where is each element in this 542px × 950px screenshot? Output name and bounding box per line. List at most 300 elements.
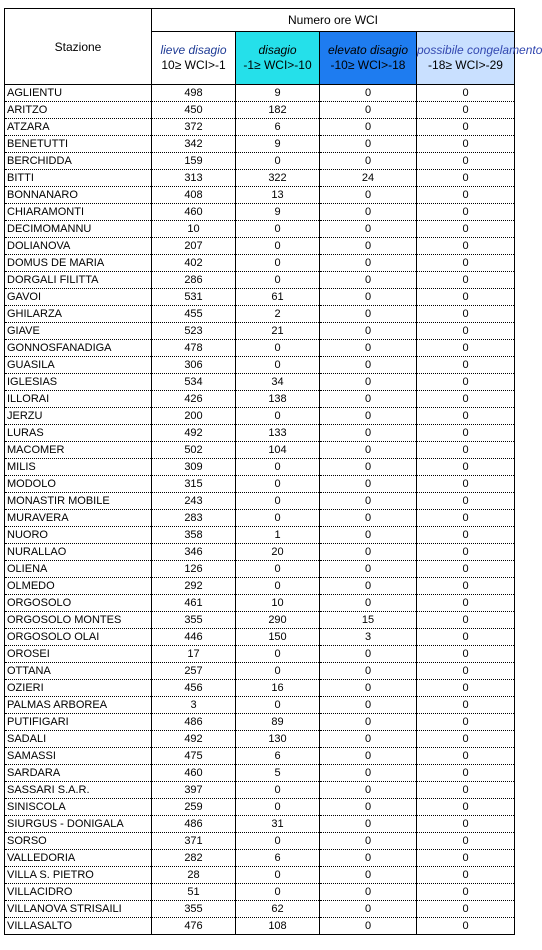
elevato-disagio-hours-cell: 0 <box>320 714 417 731</box>
table-row <box>5 357 515 374</box>
disagio-hours-cell: 0 <box>236 510 320 527</box>
wci-hours-table <box>4 8 542 935</box>
elevato-disagio-hours-cell: 0 <box>320 493 417 510</box>
possibile-congelamento-hours-cell: 0 <box>417 476 515 493</box>
elevato-disagio-hours-cell: 0 <box>320 459 417 476</box>
disagio-hours-cell: 0 <box>236 884 320 901</box>
table-row <box>5 85 515 102</box>
elevato-disagio-hours-cell: 0 <box>320 306 417 323</box>
table-row <box>5 476 515 493</box>
elevato-disagio-hours-cell: 0 <box>320 340 417 357</box>
elevato-disagio-hours-cell: 0 <box>320 153 417 170</box>
table-row <box>5 697 515 714</box>
lieve-disagio-hours-cell: 402 <box>152 255 236 272</box>
station-name-cell: BERCHIDDA <box>5 153 152 170</box>
elevato-disagio-hours-cell: 0 <box>320 799 417 816</box>
table-body <box>5 85 515 935</box>
disagio-hours-cell: 21 <box>236 323 320 340</box>
disagio-hours-cell: 130 <box>236 731 320 748</box>
station-name-cell: DORGALI FILITTA <box>5 272 152 289</box>
disagio-hours-cell: 0 <box>236 238 320 255</box>
lieve-disagio-hours-cell: 460 <box>152 765 236 782</box>
category-name: elevato disagio <box>327 43 409 57</box>
station-name-cell: PUTIFIGARI <box>5 714 152 731</box>
table-row <box>5 425 515 442</box>
lieve-disagio-hours-cell: 51 <box>152 884 236 901</box>
possibile-congelamento-hours-cell: 0 <box>417 799 515 816</box>
table-row <box>5 663 515 680</box>
elevato-disagio-hours-cell: 0 <box>320 561 417 578</box>
possibile-congelamento-hours-cell: 0 <box>417 629 515 646</box>
lieve-disagio-hours-cell: 358 <box>152 527 236 544</box>
table-row <box>5 340 515 357</box>
table-row <box>5 799 515 816</box>
station-name-cell: ORGOSOLO OLAI <box>5 629 152 646</box>
elevato-disagio-hours-cell: 0 <box>320 289 417 306</box>
station-name-cell: ILLORAI <box>5 391 152 408</box>
station-name-cell: BITTI <box>5 170 152 187</box>
table-row <box>5 714 515 731</box>
possibile-congelamento-hours-cell: 0 <box>417 748 515 765</box>
lieve-disagio-hours-cell: 460 <box>152 204 236 221</box>
elevato-disagio-hours-cell: 0 <box>320 255 417 272</box>
station-name-cell: SADALI <box>5 731 152 748</box>
elevato-disagio-hours-cell: 0 <box>320 884 417 901</box>
lieve-disagio-hours-cell: 10 <box>152 221 236 238</box>
elevato-disagio-hours-cell: 0 <box>320 833 417 850</box>
possibile-congelamento-hours-cell: 0 <box>417 204 515 221</box>
station-name-cell: GUASILA <box>5 357 152 374</box>
table-row <box>5 561 515 578</box>
lieve-disagio-hours-cell: 309 <box>152 459 236 476</box>
elevato-disagio-hours-cell: 0 <box>320 731 417 748</box>
table-row <box>5 119 515 136</box>
station-name-cell: ORGOSOLO MONTES <box>5 612 152 629</box>
table-row <box>5 612 515 629</box>
table-row <box>5 901 515 918</box>
lieve-disagio-hours-cell: 450 <box>152 102 236 119</box>
table-row <box>5 884 515 901</box>
station-name-cell: ORGOSOLO <box>5 595 152 612</box>
possibile-congelamento-hours-cell: 0 <box>417 323 515 340</box>
station-name-cell: DOMUS DE MARIA <box>5 255 152 272</box>
station-name-cell: VALLEDORIA <box>5 850 152 867</box>
lieve-disagio-hours-cell: 342 <box>152 136 236 153</box>
elevato-disagio-hours-cell: 0 <box>320 663 417 680</box>
lieve-disagio-hours-cell: 523 <box>152 323 236 340</box>
elevato-disagio-hours-cell: 0 <box>320 850 417 867</box>
possibile-congelamento-hours-cell: 0 <box>417 816 515 833</box>
disagio-hours-cell: 6 <box>236 748 320 765</box>
possibile-congelamento-hours-cell: 0 <box>417 221 515 238</box>
disagio-hours-cell: 104 <box>236 442 320 459</box>
elevato-disagio-hours-cell: 0 <box>320 816 417 833</box>
elevato-disagio-hours-cell: 0 <box>320 646 417 663</box>
possibile-congelamento-hours-cell: 0 <box>417 442 515 459</box>
disagio-hours-cell: 6 <box>236 850 320 867</box>
possibile-congelamento-hours-cell: 0 <box>417 731 515 748</box>
possibile-congelamento-hours-cell: 0 <box>417 918 515 935</box>
disagio-hours-cell: 16 <box>236 680 320 697</box>
disagio-hours-cell: 182 <box>236 102 320 119</box>
disagio-hours-cell: 10 <box>236 595 320 612</box>
disagio-hours-cell: 13 <box>236 187 320 204</box>
disagio-hours-cell: 290 <box>236 612 320 629</box>
lieve-disagio-hours-cell: 313 <box>152 170 236 187</box>
disagio-hours-cell: 0 <box>236 476 320 493</box>
disagio-hours-cell: 322 <box>236 170 320 187</box>
table-row <box>5 833 515 850</box>
possibile-congelamento-hours-cell: 0 <box>417 714 515 731</box>
table-row <box>5 255 515 272</box>
table-row <box>5 221 515 238</box>
table-row <box>5 867 515 884</box>
elevato-disagio-hours-cell: 0 <box>320 391 417 408</box>
lieve-disagio-hours-cell: 28 <box>152 867 236 884</box>
table-row <box>5 238 515 255</box>
table-row <box>5 323 515 340</box>
possibile-congelamento-hours-cell: 0 <box>417 340 515 357</box>
lieve-disagio-hours-cell: 372 <box>152 119 236 136</box>
possibile-congelamento-hours-cell: 0 <box>417 238 515 255</box>
station-name-cell: GHILARZA <box>5 306 152 323</box>
elevato-disagio-hours-cell: 0 <box>320 204 417 221</box>
category-header-possibile-congelamento <box>417 32 542 85</box>
disagio-hours-cell: 9 <box>236 85 320 102</box>
lieve-disagio-hours-cell: 492 <box>152 731 236 748</box>
disagio-hours-cell: 34 <box>236 374 320 391</box>
elevato-disagio-hours-cell: 24 <box>320 170 417 187</box>
lieve-disagio-hours-cell: 492 <box>152 425 236 442</box>
possibile-congelamento-hours-cell: 0 <box>417 782 515 799</box>
disagio-hours-cell: 0 <box>236 272 320 289</box>
disagio-hours-cell: 0 <box>236 493 320 510</box>
elevato-disagio-hours-cell: 0 <box>320 85 417 102</box>
lieve-disagio-hours-cell: 17 <box>152 646 236 663</box>
lieve-disagio-hours-cell: 306 <box>152 357 236 374</box>
disagio-hours-cell: 20 <box>236 544 320 561</box>
possibile-congelamento-hours-cell: 0 <box>417 85 515 102</box>
table-row <box>5 272 515 289</box>
category-name: disagio <box>258 43 297 57</box>
possibile-congelamento-hours-cell: 0 <box>417 663 515 680</box>
wci-hours-group-header: Numero ore WCI <box>152 9 515 32</box>
table-row <box>5 374 515 391</box>
elevato-disagio-hours-cell: 0 <box>320 272 417 289</box>
lieve-disagio-hours-cell: 355 <box>152 612 236 629</box>
elevato-disagio-hours-cell: 0 <box>320 901 417 918</box>
table-row <box>5 187 515 204</box>
station-name-cell: OTTANA <box>5 663 152 680</box>
station-name-cell: SARDARA <box>5 765 152 782</box>
possibile-congelamento-hours-cell: 0 <box>417 391 515 408</box>
station-name-cell: SORSO <box>5 833 152 850</box>
station-name-cell: VILLANOVA STRISAILI <box>5 901 152 918</box>
disagio-hours-cell: 133 <box>236 425 320 442</box>
possibile-congelamento-hours-cell: 0 <box>417 646 515 663</box>
lieve-disagio-hours-cell: 159 <box>152 153 236 170</box>
possibile-congelamento-hours-cell: 0 <box>417 884 515 901</box>
possibile-congelamento-hours-cell: 0 <box>417 306 515 323</box>
elevato-disagio-hours-cell: 0 <box>320 425 417 442</box>
disagio-hours-cell: 31 <box>236 816 320 833</box>
elevato-disagio-hours-cell: 0 <box>320 867 417 884</box>
disagio-hours-cell: 5 <box>236 765 320 782</box>
possibile-congelamento-hours-cell: 0 <box>417 272 515 289</box>
category-header-elevato-disagio <box>320 32 417 85</box>
table-row <box>5 646 515 663</box>
category-header-disagio <box>236 32 320 85</box>
station-name-cell: CHIARAMONTI <box>5 204 152 221</box>
table-row <box>5 527 515 544</box>
table-row <box>5 102 515 119</box>
possibile-congelamento-hours-cell: 0 <box>417 170 515 187</box>
lieve-disagio-hours-cell: 282 <box>152 850 236 867</box>
disagio-hours-cell: 0 <box>236 799 320 816</box>
possibile-congelamento-hours-cell: 0 <box>417 612 515 629</box>
disagio-hours-cell: 0 <box>236 782 320 799</box>
lieve-disagio-hours-cell: 475 <box>152 748 236 765</box>
lieve-disagio-hours-cell: 243 <box>152 493 236 510</box>
table-row <box>5 442 515 459</box>
disagio-hours-cell: 2 <box>236 306 320 323</box>
station-name-cell: ATZARA <box>5 119 152 136</box>
lieve-disagio-hours-cell: 207 <box>152 238 236 255</box>
elevato-disagio-hours-cell: 3 <box>320 629 417 646</box>
disagio-hours-cell: 0 <box>236 833 320 850</box>
station-name-cell: MACOMER <box>5 442 152 459</box>
table-row <box>5 629 515 646</box>
station-name-cell: SASSARI S.A.R. <box>5 782 152 799</box>
disagio-hours-cell: 0 <box>236 663 320 680</box>
possibile-congelamento-hours-cell: 0 <box>417 374 515 391</box>
lieve-disagio-hours-cell: 486 <box>152 714 236 731</box>
possibile-congelamento-hours-cell: 0 <box>417 697 515 714</box>
elevato-disagio-hours-cell: 0 <box>320 680 417 697</box>
elevato-disagio-hours-cell: 0 <box>320 765 417 782</box>
possibile-congelamento-hours-cell: 0 <box>417 493 515 510</box>
lieve-disagio-hours-cell: 498 <box>152 85 236 102</box>
elevato-disagio-hours-cell: 0 <box>320 595 417 612</box>
possibile-congelamento-hours-cell: 0 <box>417 153 515 170</box>
lieve-disagio-hours-cell: 200 <box>152 408 236 425</box>
lieve-disagio-hours-cell: 408 <box>152 187 236 204</box>
lieve-disagio-hours-cell: 259 <box>152 799 236 816</box>
station-name-cell: IGLESIAS <box>5 374 152 391</box>
table-row <box>5 459 515 476</box>
lieve-disagio-hours-cell: 371 <box>152 833 236 850</box>
elevato-disagio-hours-cell: 0 <box>320 357 417 374</box>
table-row <box>5 782 515 799</box>
possibile-congelamento-hours-cell: 0 <box>417 901 515 918</box>
station-name-cell: OLIENA <box>5 561 152 578</box>
table-row <box>5 391 515 408</box>
elevato-disagio-hours-cell: 0 <box>320 323 417 340</box>
table-row <box>5 816 515 833</box>
elevato-disagio-hours-cell: 0 <box>320 442 417 459</box>
category-range: -10≥ WCI>-18 <box>330 58 406 72</box>
lieve-disagio-hours-cell: 478 <box>152 340 236 357</box>
lieve-disagio-hours-cell: 502 <box>152 442 236 459</box>
station-name-cell: BENETUTTI <box>5 136 152 153</box>
possibile-congelamento-hours-cell: 0 <box>417 867 515 884</box>
possibile-congelamento-hours-cell: 0 <box>417 459 515 476</box>
elevato-disagio-hours-cell: 0 <box>320 918 417 935</box>
station-name-cell: JERZU <box>5 408 152 425</box>
possibile-congelamento-hours-cell: 0 <box>417 357 515 374</box>
lieve-disagio-hours-cell: 455 <box>152 306 236 323</box>
disagio-hours-cell: 0 <box>236 578 320 595</box>
lieve-disagio-hours-cell: 486 <box>152 816 236 833</box>
disagio-hours-cell: 89 <box>236 714 320 731</box>
possibile-congelamento-hours-cell: 0 <box>417 187 515 204</box>
possibile-congelamento-hours-cell: 0 <box>417 850 515 867</box>
lieve-disagio-hours-cell: 446 <box>152 629 236 646</box>
station-name-cell: GAVOI <box>5 289 152 306</box>
table-row <box>5 544 515 561</box>
possibile-congelamento-hours-cell: 0 <box>417 527 515 544</box>
possibile-congelamento-hours-cell: 0 <box>417 578 515 595</box>
station-column-header: Stazione <box>5 9 152 85</box>
station-name-cell: VILLACIDRO <box>5 884 152 901</box>
disagio-hours-cell: 0 <box>236 459 320 476</box>
disagio-hours-cell: 0 <box>236 697 320 714</box>
station-name-cell: MILIS <box>5 459 152 476</box>
table-row <box>5 850 515 867</box>
table-row <box>5 289 515 306</box>
table-row <box>5 748 515 765</box>
station-name-cell: AGLIENTU <box>5 85 152 102</box>
elevato-disagio-hours-cell: 0 <box>320 374 417 391</box>
disagio-hours-cell: 138 <box>236 391 320 408</box>
elevato-disagio-hours-cell: 0 <box>320 119 417 136</box>
possibile-congelamento-hours-cell: 0 <box>417 425 515 442</box>
lieve-disagio-hours-cell: 397 <box>152 782 236 799</box>
disagio-hours-cell: 1 <box>236 527 320 544</box>
possibile-congelamento-hours-cell: 0 <box>417 765 515 782</box>
disagio-hours-cell: 0 <box>236 153 320 170</box>
disagio-hours-cell: 9 <box>236 136 320 153</box>
possibile-congelamento-hours-cell: 0 <box>417 119 515 136</box>
station-name-cell: NUORO <box>5 527 152 544</box>
disagio-hours-cell: 108 <box>236 918 320 935</box>
possibile-congelamento-hours-cell: 0 <box>417 544 515 561</box>
elevato-disagio-hours-cell: 0 <box>320 221 417 238</box>
disagio-hours-cell: 9 <box>236 204 320 221</box>
lieve-disagio-hours-cell: 355 <box>152 901 236 918</box>
table-row <box>5 493 515 510</box>
disagio-hours-cell: 0 <box>236 357 320 374</box>
station-name-cell: MONASTIR MOBILE <box>5 493 152 510</box>
possibile-congelamento-hours-cell: 0 <box>417 255 515 272</box>
disagio-hours-cell: 0 <box>236 408 320 425</box>
table-row <box>5 408 515 425</box>
lieve-disagio-hours-cell: 531 <box>152 289 236 306</box>
lieve-disagio-hours-cell: 3 <box>152 697 236 714</box>
elevato-disagio-hours-cell: 0 <box>320 748 417 765</box>
category-range: 10≥ WCI>-1 <box>161 58 226 72</box>
possibile-congelamento-hours-cell: 0 <box>417 136 515 153</box>
station-name-cell: SAMASSI <box>5 748 152 765</box>
elevato-disagio-hours-cell: 0 <box>320 510 417 527</box>
disagio-hours-cell: 0 <box>236 340 320 357</box>
category-header-lieve-disagio <box>152 32 236 85</box>
lieve-disagio-hours-cell: 461 <box>152 595 236 612</box>
table-row <box>5 510 515 527</box>
table-row <box>5 918 515 935</box>
category-name: lieve disagio <box>160 43 227 57</box>
possibile-congelamento-hours-cell: 0 <box>417 289 515 306</box>
elevato-disagio-hours-cell: 0 <box>320 187 417 204</box>
station-name-cell: PALMAS ARBOREA <box>5 697 152 714</box>
elevato-disagio-hours-cell: 0 <box>320 408 417 425</box>
elevato-disagio-hours-cell: 0 <box>320 782 417 799</box>
table-row <box>5 306 515 323</box>
lieve-disagio-hours-cell: 126 <box>152 561 236 578</box>
lieve-disagio-hours-cell: 257 <box>152 663 236 680</box>
disagio-hours-cell: 0 <box>236 867 320 884</box>
elevato-disagio-hours-cell: 0 <box>320 238 417 255</box>
elevato-disagio-hours-cell: 15 <box>320 612 417 629</box>
station-name-cell: ARITZO <box>5 102 152 119</box>
disagio-hours-cell: 0 <box>236 561 320 578</box>
possibile-congelamento-hours-cell: 0 <box>417 102 515 119</box>
elevato-disagio-hours-cell: 0 <box>320 476 417 493</box>
category-range: -1≥ WCI>-10 <box>243 58 312 72</box>
table-row <box>5 578 515 595</box>
station-name-cell: VILLA S. PIETRO <box>5 867 152 884</box>
disagio-hours-cell: 61 <box>236 289 320 306</box>
lieve-disagio-hours-cell: 476 <box>152 918 236 935</box>
disagio-hours-cell: 0 <box>236 221 320 238</box>
station-name-cell: BONNANARO <box>5 187 152 204</box>
elevato-disagio-hours-cell: 0 <box>320 102 417 119</box>
disagio-hours-cell: 0 <box>236 255 320 272</box>
station-name-cell: SINISCOLA <box>5 799 152 816</box>
station-name-cell: SIURGUS - DONIGALA <box>5 816 152 833</box>
possibile-congelamento-hours-cell: 0 <box>417 833 515 850</box>
elevato-disagio-hours-cell: 0 <box>320 544 417 561</box>
lieve-disagio-hours-cell: 456 <box>152 680 236 697</box>
station-name-cell: MODOLO <box>5 476 152 493</box>
category-name: possibile congelamento <box>417 43 542 57</box>
station-name-cell: LURAS <box>5 425 152 442</box>
category-range: -18≥ WCI>-29 <box>428 58 503 72</box>
possibile-congelamento-hours-cell: 0 <box>417 595 515 612</box>
possibile-congelamento-hours-cell: 0 <box>417 408 515 425</box>
lieve-disagio-hours-cell: 534 <box>152 374 236 391</box>
station-name-cell: DECIMOMANNU <box>5 221 152 238</box>
elevato-disagio-hours-cell: 0 <box>320 697 417 714</box>
table-row <box>5 731 515 748</box>
elevato-disagio-hours-cell: 0 <box>320 136 417 153</box>
lieve-disagio-hours-cell: 346 <box>152 544 236 561</box>
disagio-hours-cell: 0 <box>236 646 320 663</box>
station-name-cell: OROSEI <box>5 646 152 663</box>
station-name-cell: VILLASALTO <box>5 918 152 935</box>
disagio-hours-cell: 150 <box>236 629 320 646</box>
lieve-disagio-hours-cell: 292 <box>152 578 236 595</box>
station-name-cell: GIAVE <box>5 323 152 340</box>
station-name-cell: OLMEDO <box>5 578 152 595</box>
disagio-hours-cell: 62 <box>236 901 320 918</box>
lieve-disagio-hours-cell: 283 <box>152 510 236 527</box>
station-name-cell: DOLIANOVA <box>5 238 152 255</box>
table-row <box>5 595 515 612</box>
possibile-congelamento-hours-cell: 0 <box>417 510 515 527</box>
lieve-disagio-hours-cell: 286 <box>152 272 236 289</box>
table-row <box>5 680 515 697</box>
